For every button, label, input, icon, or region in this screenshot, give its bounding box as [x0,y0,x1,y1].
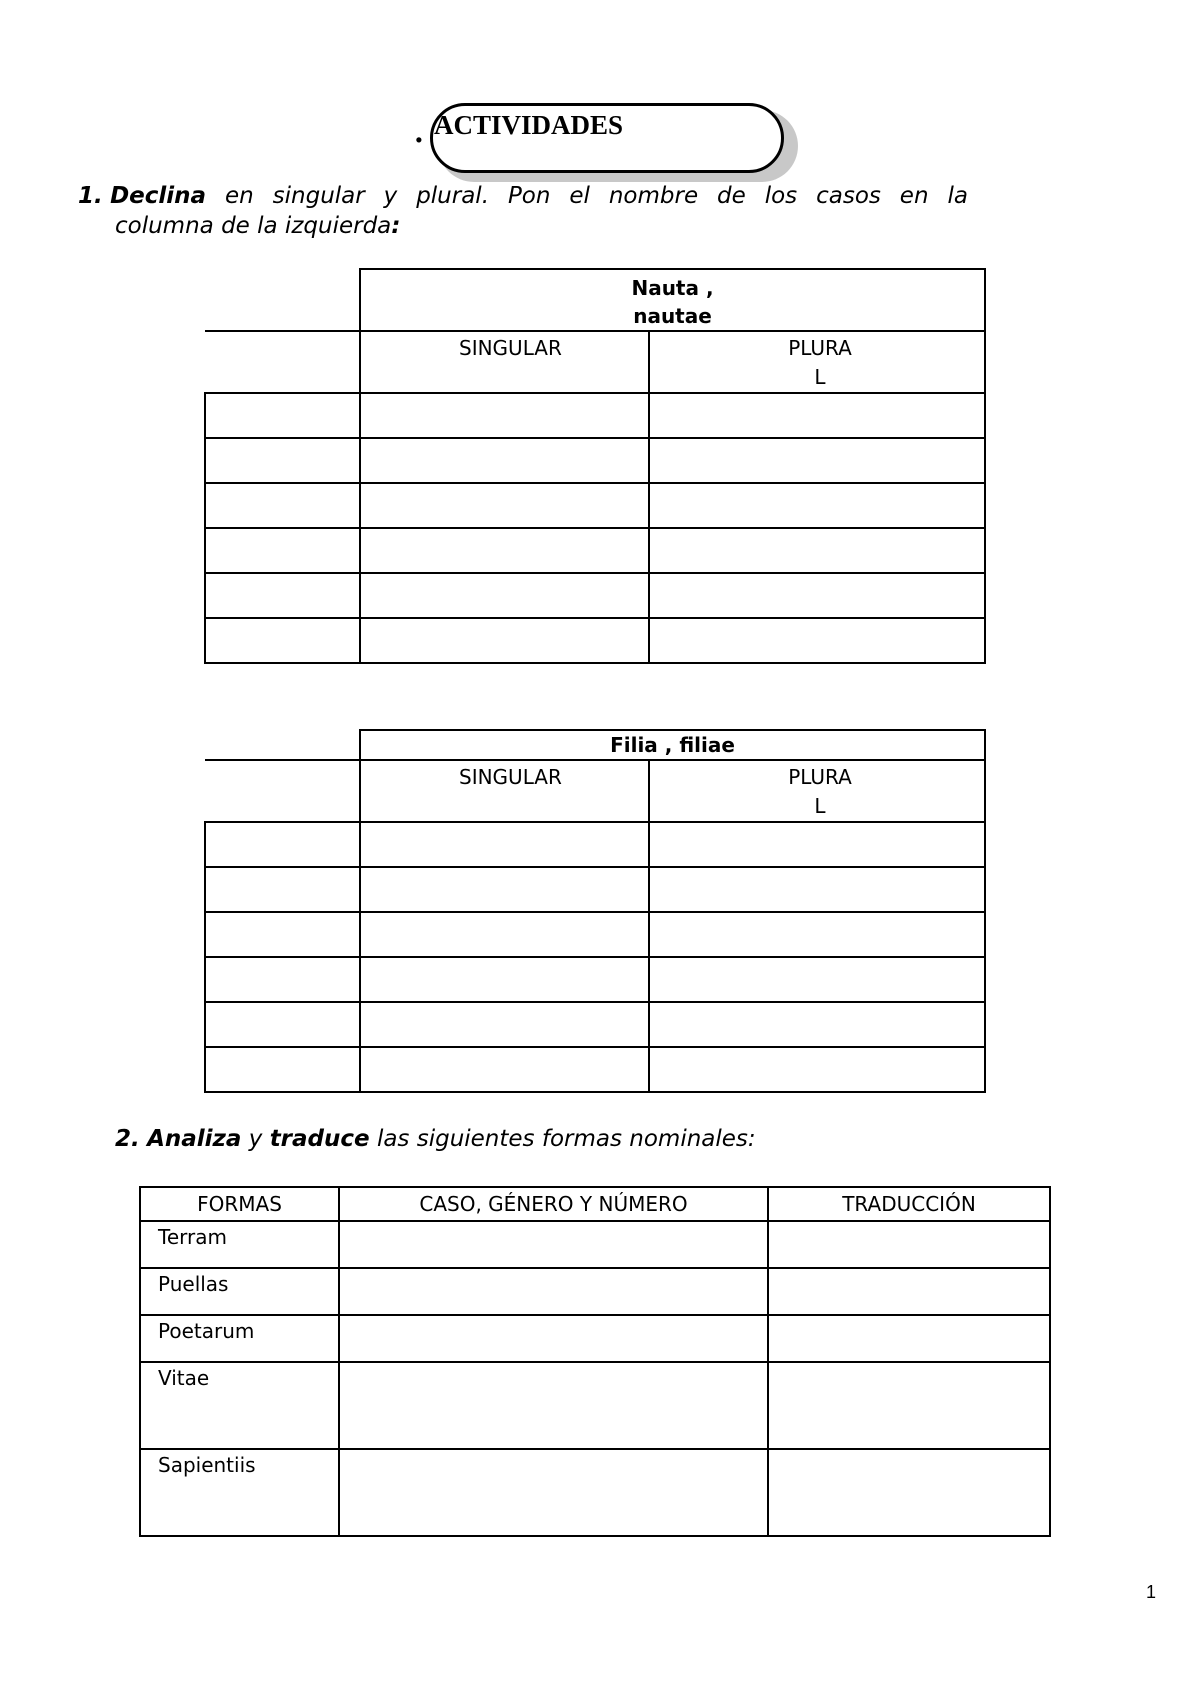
singular-cell[interactable] [360,912,649,957]
case-name-cell[interactable] [205,573,360,618]
exercise-1-word: nombre [608,183,699,209]
plural-cell[interactable] [649,867,985,912]
case-name-cell[interactable] [205,438,360,483]
singular-cell[interactable] [360,1047,649,1092]
table-title [360,730,985,760]
exercise-2-rest: las siguientes formas nominales: [376,1126,756,1152]
table-corner [205,730,360,760]
table-title-line-2: nautae [633,304,712,328]
translation-cell[interactable] [768,1362,1050,1449]
plural-cell[interactable] [649,438,985,483]
case-name-cell[interactable] [205,867,360,912]
exercise-1-word: casos [816,183,881,209]
plural-cell[interactable] [649,912,985,957]
form-puellas: Puellas [140,1268,339,1315]
singular-cell[interactable] [360,573,649,618]
page-number: 1 [1145,1582,1156,1602]
exercise-1-word: singular [272,183,365,209]
exercise-2-verb-1: Analiza [147,1126,242,1152]
table-title [360,269,985,331]
exercise-2-verb-2: traduce [269,1126,370,1152]
singular-cell[interactable] [360,867,649,912]
plural-header [649,331,985,393]
table-corner [205,760,360,822]
exercise-1-word: Pon [507,183,551,209]
exercise-1-colon: : [391,213,401,239]
exercise-2-instructions [115,1126,756,1152]
plural-cell[interactable] [649,822,985,867]
exercise-1-word: de [717,183,746,209]
form-vitae: Vitae [140,1362,339,1449]
table-corner [205,269,360,331]
translation-cell[interactable] [768,1268,1050,1315]
analysis-cell[interactable] [339,1268,768,1315]
caso-genero-numero-header: CASO, GÉNERO Y NÚMERO [339,1187,768,1221]
table-title-line-1: Filia , filiae [610,733,735,757]
declension-table-nauta [204,268,986,664]
case-name-cell[interactable] [205,912,360,957]
translation-cell[interactable] [768,1449,1050,1536]
analysis-cell[interactable] [339,1449,768,1536]
page-title: ACTIVIDADES [434,110,624,140]
plural-cell[interactable] [649,528,985,573]
exercise-1-word: el [569,183,590,209]
exercise-1-word: en [224,183,254,209]
exercise-1-line-1 [78,181,968,211]
case-name-cell[interactable] [205,483,360,528]
plural-cell[interactable] [649,483,985,528]
plural-cell[interactable] [649,1047,985,1092]
singular-cell[interactable] [360,393,649,438]
declension-table-filia [204,729,986,1093]
analysis-table [139,1186,1051,1537]
traduccion-header: TRADUCCIÓN [768,1187,1050,1221]
case-name-cell[interactable] [205,1047,360,1092]
exercise-1-word: los [764,183,798,209]
exercise-1-line-2 [78,211,968,241]
translation-cell[interactable] [768,1315,1050,1362]
form-terram: Terram [140,1221,339,1268]
plural-cell[interactable] [649,393,985,438]
case-name-cell[interactable] [205,822,360,867]
plural-cell[interactable] [649,573,985,618]
singular-header: SINGULAR [360,760,649,822]
translation-cell[interactable] [768,1221,1050,1268]
plural-header-text: PLURAL [788,336,852,389]
plural-header-text: PLURAL [788,765,852,818]
form-sapientiis: Sapientiis [140,1449,339,1536]
case-name-cell[interactable] [205,528,360,573]
exercise-1-instructions [78,181,968,241]
case-name-cell[interactable] [205,957,360,1002]
analysis-cell[interactable] [339,1362,768,1449]
exercise-1-word: plural. [416,183,490,209]
table-corner [205,331,360,393]
exercise-1-line-2-text: columna de la izquierda [115,213,392,239]
exercise-1-verb: Declina [110,183,207,209]
plural-cell[interactable] [649,1002,985,1047]
plural-cell[interactable] [649,957,985,1002]
form-poetarum: Poetarum [140,1315,339,1362]
exercise-1-word: y [383,183,398,209]
formas-header: FORMAS [140,1187,339,1221]
exercise-2-number: 2. [115,1126,140,1152]
singular-cell[interactable] [360,483,649,528]
singular-cell[interactable] [360,618,649,663]
plural-header [649,760,985,822]
singular-cell[interactable] [360,438,649,483]
analysis-cell[interactable] [339,1221,768,1268]
singular-cell[interactable] [360,957,649,1002]
exercise-1-word: en [899,183,929,209]
title-dot: . [414,116,424,149]
case-name-cell[interactable] [205,393,360,438]
exercise-1-word: la [947,183,968,209]
singular-cell[interactable] [360,1002,649,1047]
plural-cell[interactable] [649,618,985,663]
singular-header: SINGULAR [360,331,649,393]
exercise-2-conj: y [248,1126,263,1152]
exercise-1-number: 1. [78,183,103,209]
singular-cell[interactable] [360,822,649,867]
singular-cell[interactable] [360,528,649,573]
case-name-cell[interactable] [205,1002,360,1047]
analysis-cell[interactable] [339,1315,768,1362]
case-name-cell[interactable] [205,618,360,663]
table-title-line-1: Nauta , [631,276,714,300]
